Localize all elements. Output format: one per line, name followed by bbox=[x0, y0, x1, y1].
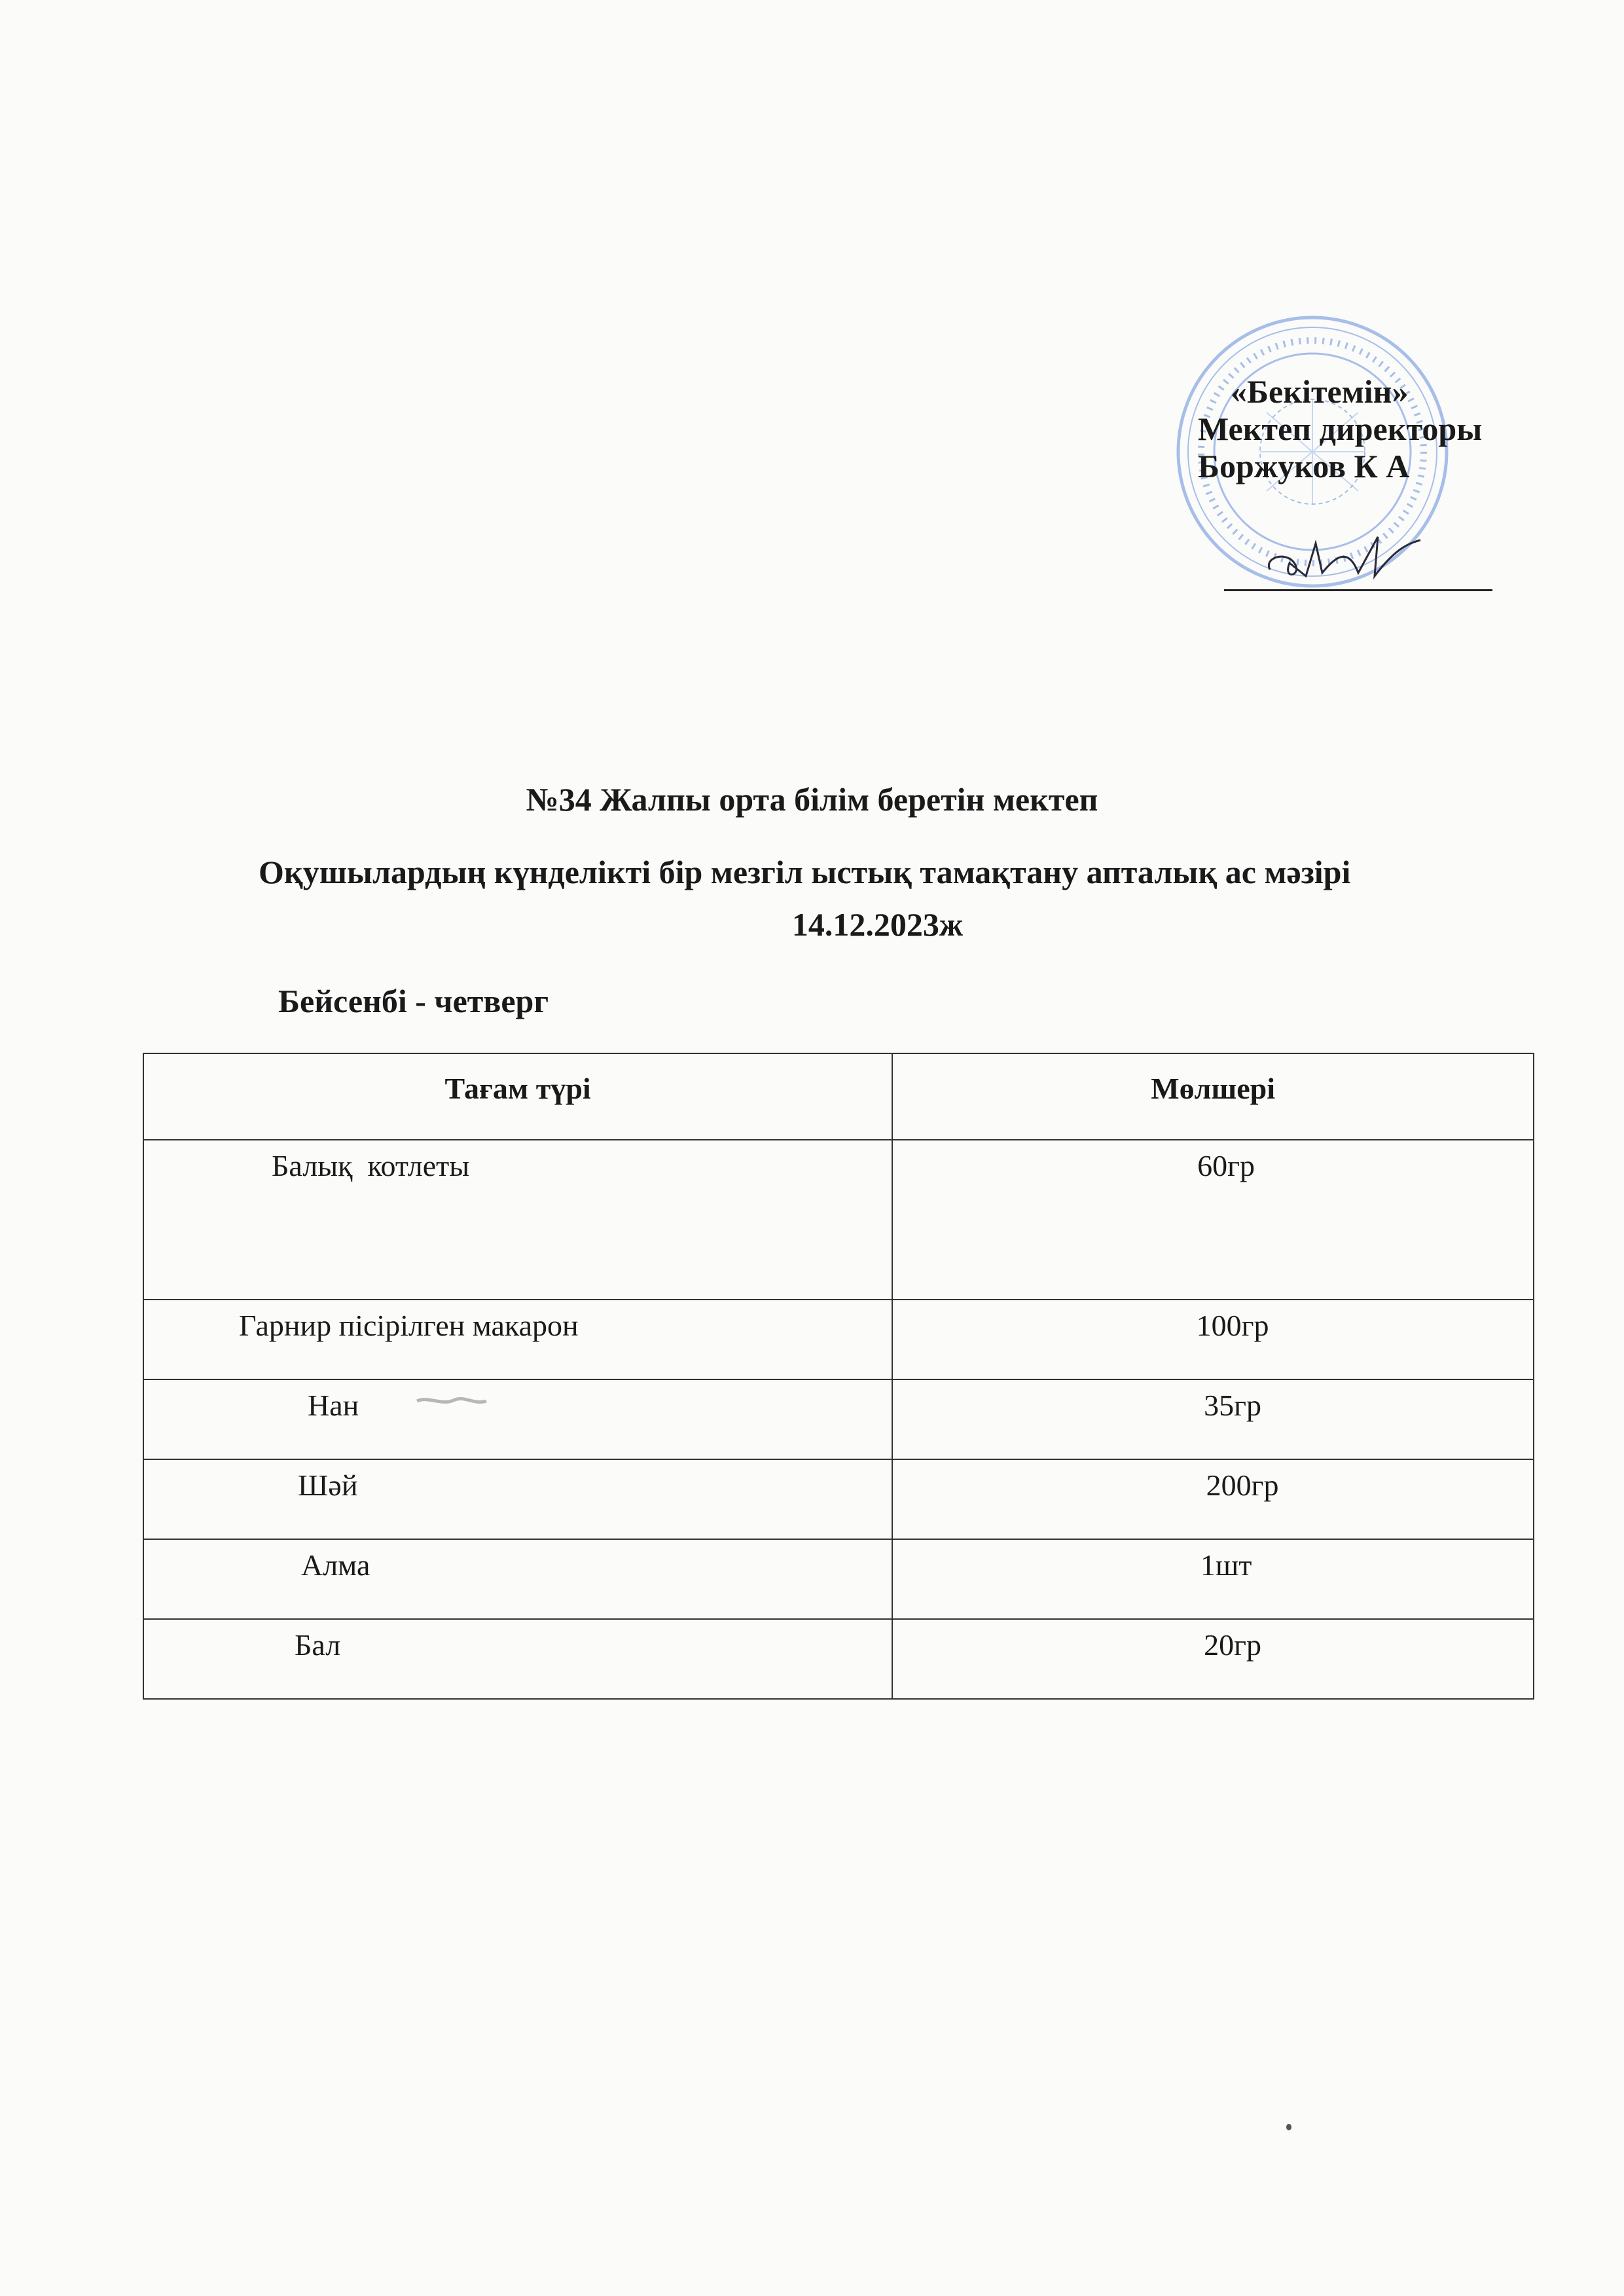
dust-speck-icon bbox=[1286, 2124, 1291, 2130]
approval-title: «Бекітемін» bbox=[1231, 373, 1409, 410]
director-position: Мектеп директоры bbox=[1198, 410, 1483, 447]
dish-name: Шәй bbox=[298, 1468, 358, 1502]
table-row bbox=[143, 1140, 1534, 1300]
dish-amount: 1шт bbox=[1200, 1548, 1252, 1582]
dish-name: Алма bbox=[301, 1548, 370, 1582]
table-header-row bbox=[143, 1053, 1534, 1140]
table-row bbox=[143, 1379, 1534, 1459]
column-header-amount: Мөлшері bbox=[892, 1053, 1534, 1140]
dish-name: Нан bbox=[308, 1389, 359, 1422]
table-row bbox=[143, 1539, 1534, 1619]
menu-date: 14.12.2023ж bbox=[791, 906, 964, 943]
signature-icon bbox=[1244, 517, 1453, 596]
director-name: Боржуков К А bbox=[1198, 448, 1410, 484]
table-row bbox=[143, 1300, 1534, 1379]
dish-amount: 200гр bbox=[1206, 1468, 1279, 1502]
dish-amount: 20гр bbox=[1204, 1628, 1262, 1662]
signature-line bbox=[1224, 589, 1492, 591]
table-row bbox=[143, 1459, 1534, 1539]
dish-amount: 60гр bbox=[1197, 1149, 1255, 1182]
approval-block bbox=[1198, 373, 1482, 485]
dish-name: Гарнир пісірілген макарон bbox=[239, 1309, 579, 1342]
column-header-dish: Тағам түрі bbox=[143, 1053, 892, 1140]
menu-table bbox=[143, 1053, 1534, 1700]
ink-smudge-icon bbox=[416, 1394, 488, 1409]
weekday: Бейсенбі - четверг bbox=[278, 983, 549, 1019]
dish-amount: 35гр bbox=[1204, 1389, 1262, 1422]
dish-amount: 100гр bbox=[1196, 1309, 1269, 1342]
dish-name: Бал bbox=[295, 1628, 341, 1662]
dish-name: Балық котлеты bbox=[272, 1149, 470, 1182]
menu-title: Оқушылардың күнделікті бір мезгіл ыстық тамақтану апталық ас мәзірі bbox=[259, 854, 1351, 890]
table-row bbox=[143, 1619, 1534, 1699]
school-name: №34 Жалпы орта білім беретін мектеп bbox=[526, 781, 1098, 818]
